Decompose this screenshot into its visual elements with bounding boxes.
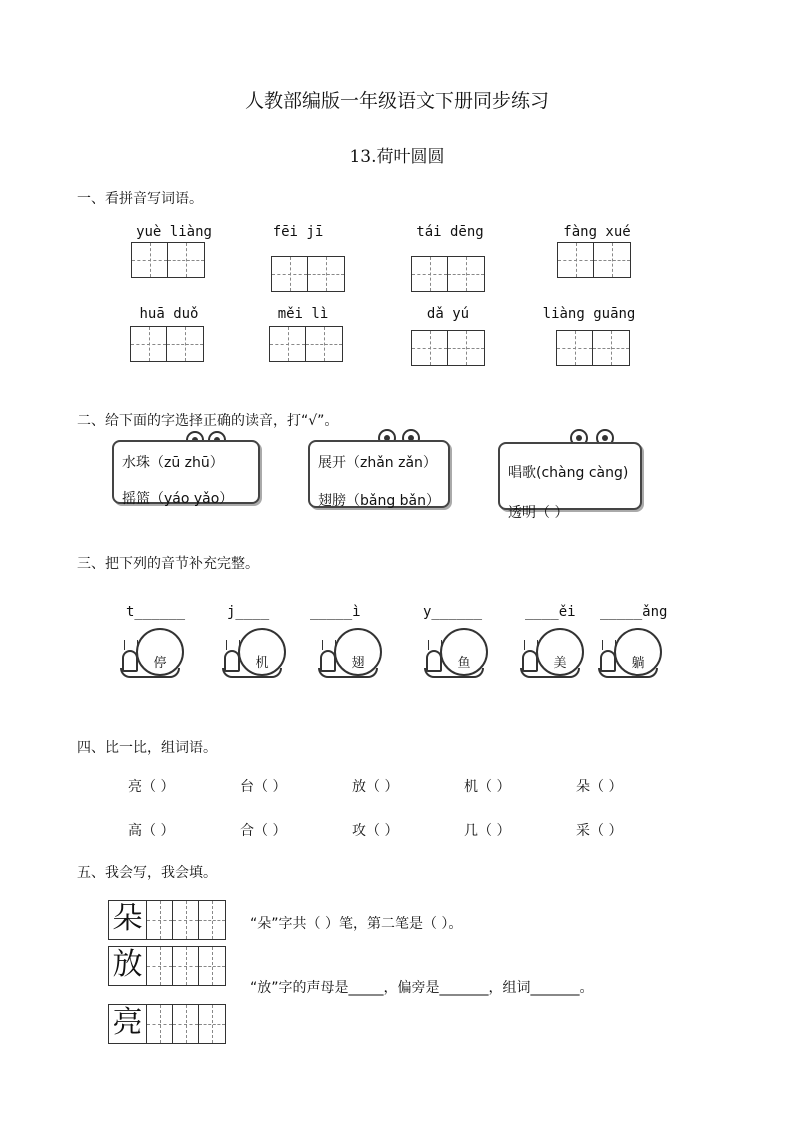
snail-character: 美 <box>553 656 567 671</box>
syllable-blank[interactable]: y______ <box>423 604 483 620</box>
pinyin-label: fēi jī <box>272 224 324 240</box>
word-item[interactable]: 合（ ） <box>240 823 287 839</box>
syllable-blank[interactable]: _____ǎng <box>600 604 668 620</box>
snail-character: 翅 <box>351 656 365 671</box>
word-item[interactable]: 亮（ ） <box>128 779 175 795</box>
writing-grid[interactable] <box>131 242 205 278</box>
snail-icon <box>222 628 292 680</box>
fill-question[interactable]: “朵”字共（ ）笔，第二笔是（ ）。 <box>250 916 463 932</box>
card-line[interactable]: 透明（ ） <box>508 505 569 521</box>
page-title: 人教部编版一年级语文下册同步练习 <box>244 90 549 112</box>
writing-grid[interactable] <box>557 242 631 278</box>
pronunciation-card <box>308 440 450 508</box>
snail-icon <box>520 628 590 680</box>
pinyin-label: yuè liàng <box>136 224 212 240</box>
fill-question[interactable]: “放”字的声母是_____，偏旁是_______，组词_______。 <box>250 980 594 996</box>
snail-icon <box>424 628 494 680</box>
tian-grid[interactable] <box>108 1004 226 1044</box>
model-character: 朵 <box>109 901 147 939</box>
tian-grid[interactable] <box>108 946 226 986</box>
writing-grid[interactable] <box>130 326 204 362</box>
word-row <box>128 820 688 840</box>
model-character: 放 <box>109 947 147 985</box>
syllable-blank[interactable]: _____ì <box>310 604 361 620</box>
writing-grid[interactable] <box>269 326 343 362</box>
pinyin-label: měi lì <box>277 306 329 322</box>
syllable-blank[interactable]: ____ěi <box>525 604 576 620</box>
word-item[interactable]: 高（ ） <box>128 823 175 839</box>
writing-grid[interactable] <box>556 330 630 366</box>
pinyin-label: liàng guāng <box>542 306 636 322</box>
snail-icon <box>598 628 668 680</box>
pinyin-label: huā duǒ <box>139 306 199 322</box>
tian-grid[interactable] <box>108 900 226 940</box>
section5-heading: 五、我会写，我会填。 <box>77 865 217 881</box>
snail-icon <box>120 628 190 680</box>
word-row <box>128 776 688 796</box>
section3-heading: 三、把下列的音节补充完整。 <box>77 556 259 572</box>
card-line[interactable]: 水珠（zū zhū） <box>122 455 224 471</box>
syllable-blank[interactable]: j____ <box>227 604 270 620</box>
word-item[interactable]: 机（ ） <box>464 779 511 795</box>
snail-character: 停 <box>153 656 167 671</box>
word-item[interactable]: 采（ ） <box>576 823 623 839</box>
syllable-blank[interactable]: t______ <box>126 604 186 620</box>
card-line[interactable]: 唱歌(chàng càng) <box>508 465 629 481</box>
pronunciation-card <box>112 440 260 507</box>
card-line[interactable]: 摇篮（yáo yǎo） <box>122 491 234 507</box>
snail-icon <box>318 628 388 680</box>
word-item[interactable]: 攻（ ） <box>352 823 399 839</box>
snail-character: 躺 <box>631 656 645 671</box>
word-item[interactable]: 台（ ） <box>240 779 287 795</box>
card-line[interactable]: 翅膀（bǎng bǎn） <box>318 493 441 509</box>
writing-grid[interactable] <box>271 256 345 292</box>
writing-grid[interactable] <box>411 330 485 366</box>
word-item[interactable]: 朵（ ） <box>576 779 623 795</box>
section1-heading: 一、看拼音写词语。 <box>77 191 203 207</box>
snail-character: 鱼 <box>457 656 471 671</box>
word-item[interactable]: 几（ ） <box>464 823 511 839</box>
snail-character: 机 <box>255 656 269 671</box>
pinyin-label: dǎ yú <box>426 306 470 322</box>
pronunciation-card <box>498 442 642 521</box>
card-line[interactable]: 展开（zhǎn zǎn） <box>318 455 437 471</box>
section2-heading: 二、给下面的字选择正确的读音，打“√”。 <box>77 413 339 429</box>
pinyin-label: fàng xué <box>563 224 631 240</box>
section4-heading: 四、比一比，组词语。 <box>77 740 217 756</box>
writing-grid[interactable] <box>411 256 485 292</box>
lesson-title: 13.荷叶圆圆 <box>349 147 445 167</box>
model-character: 亮 <box>109 1005 147 1043</box>
word-item[interactable]: 放（ ） <box>352 779 399 795</box>
pinyin-label: tái dēng <box>416 224 484 240</box>
